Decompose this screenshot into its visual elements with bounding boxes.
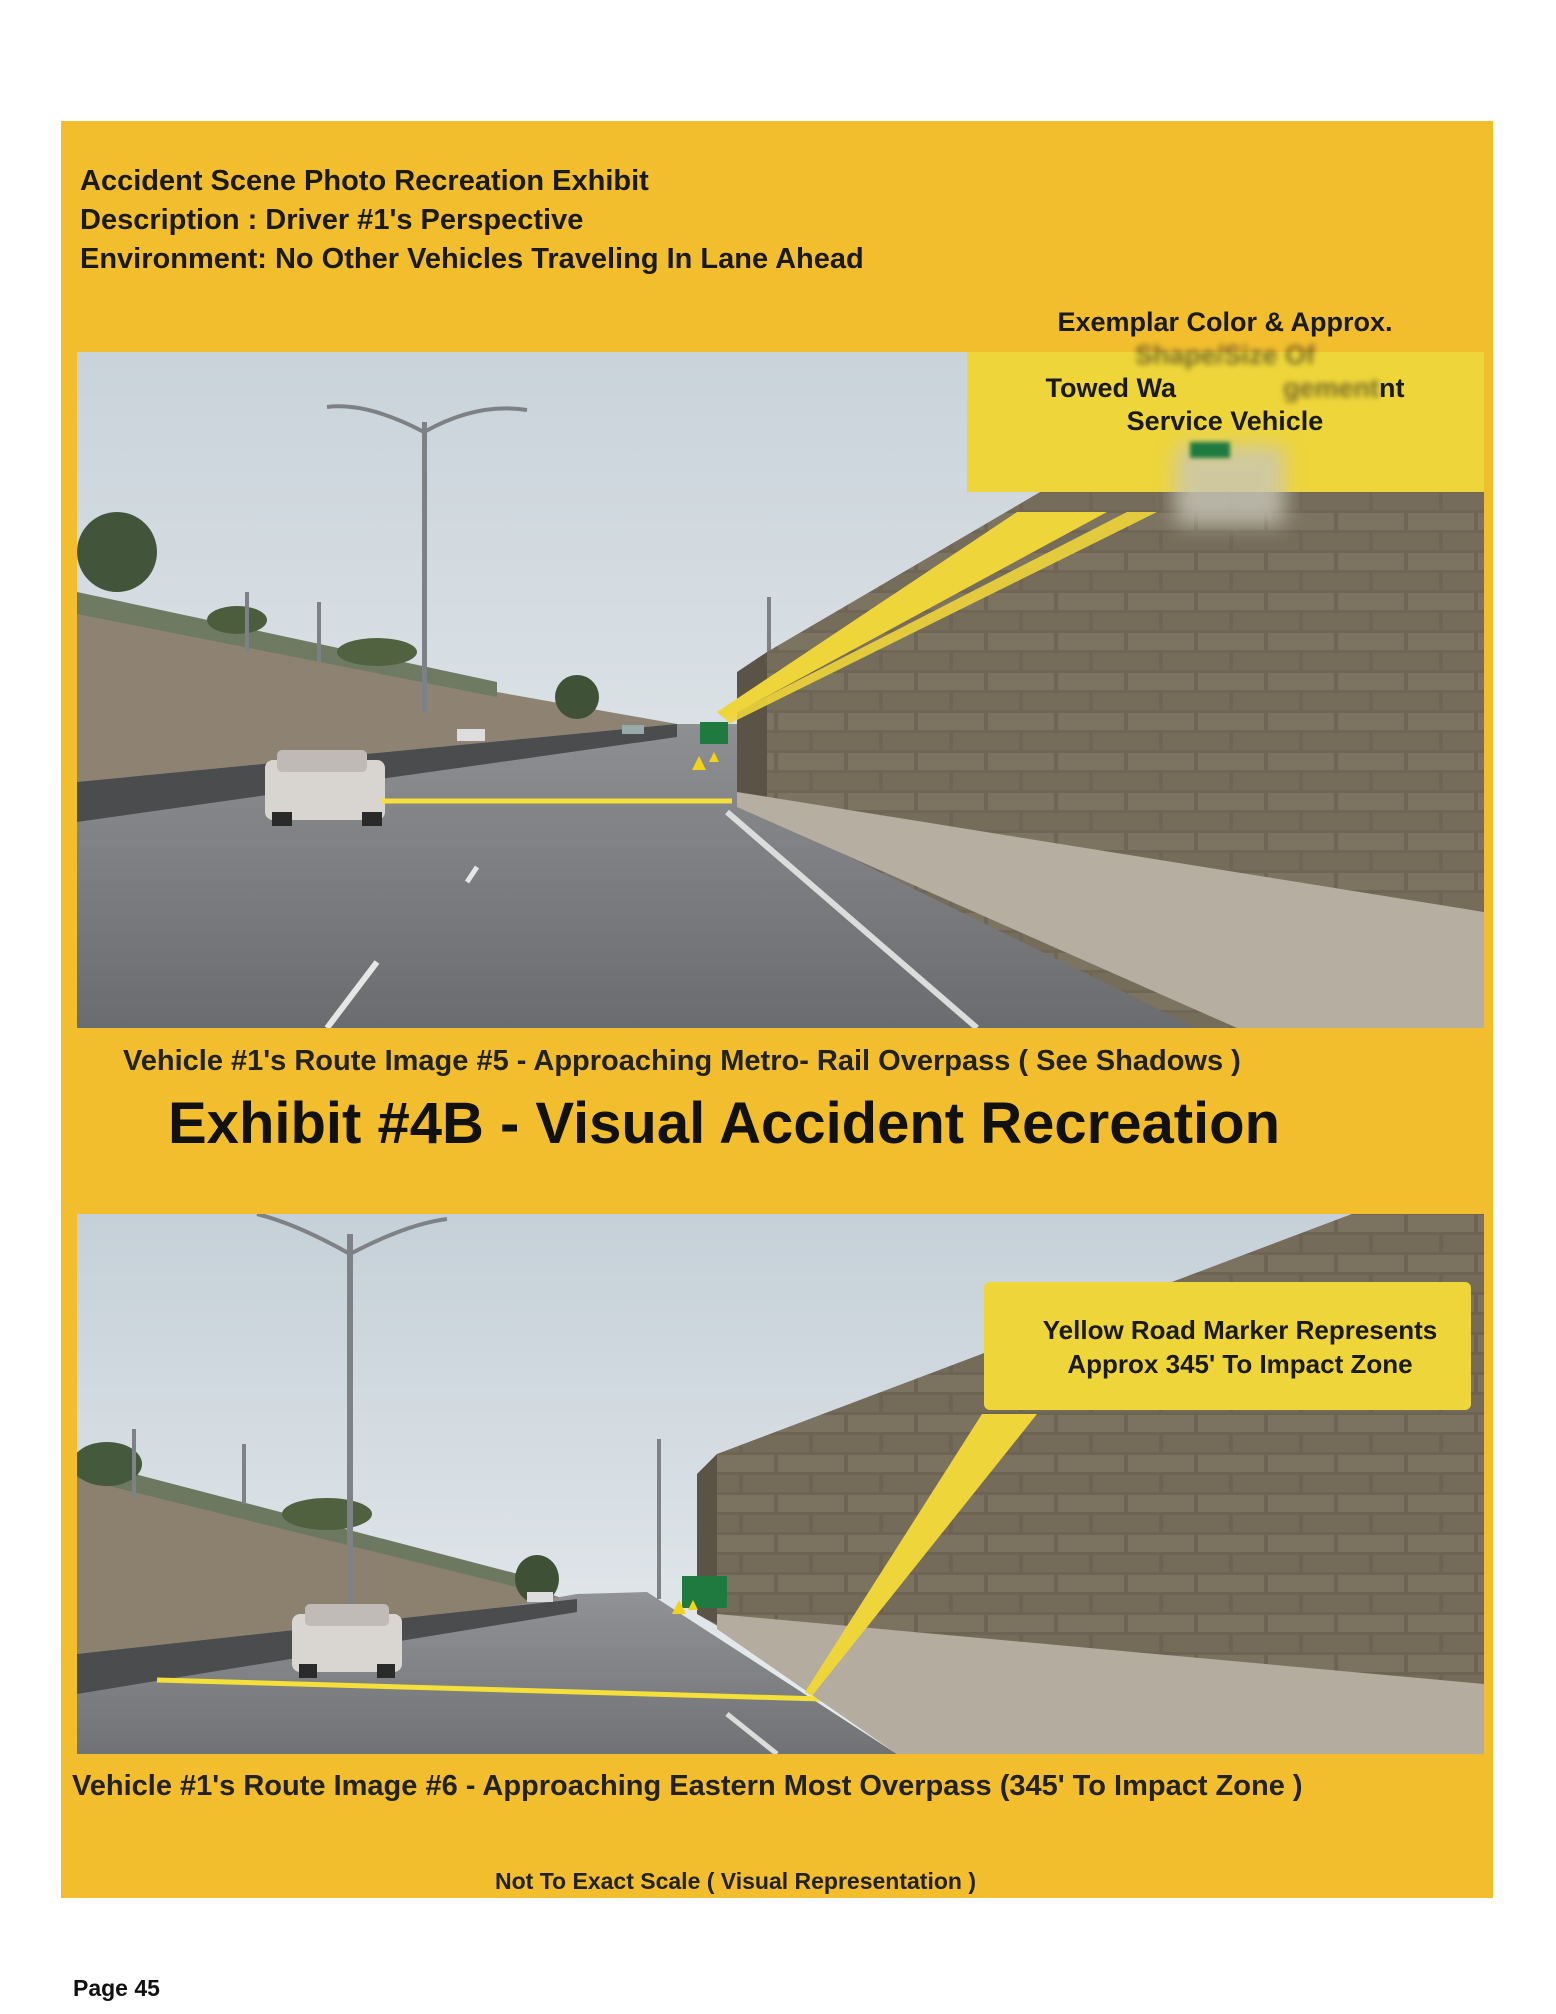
photo-6-caption: Vehicle #1's Route Image #6 - Approaching Eastern Most Overpass (345' To Impact Zone ) (72, 1770, 1303, 1802)
callout-line-4: Service Vehicle (1126, 406, 1324, 436)
exhibit-title: Exhibit #4B - Visual Accident Recreation (168, 1091, 1280, 1156)
callout-marker-line-2: Approx 345' To Impact Zone (1067, 1349, 1413, 1379)
callout-line-3 (1000, 372, 1450, 405)
callout-line-3-redacted: gement (1283, 373, 1380, 403)
scale-note: Not To Exact Scale ( Visual Representation ) (495, 1868, 977, 1894)
callout-road-marker (1010, 1313, 1470, 1381)
callout-line-3-end: nt (1379, 373, 1405, 403)
page-number: Page 45 (73, 1975, 160, 2001)
header-line-title: Accident Scene Photo Recreation Exhibit (80, 165, 649, 197)
callout-marker-line-1: Yellow Road Marker Represents (1042, 1315, 1438, 1345)
blurred-vehicle-green-marker (1190, 442, 1230, 458)
callout-line-1: Exemplar Color & Approx. (1057, 307, 1393, 337)
exhibit-header (80, 162, 864, 279)
route-photo-6 (77, 1214, 1484, 1754)
callout-vehicle-description (1000, 306, 1450, 438)
header-line-description: Description : Driver #1's Perspective (80, 204, 584, 236)
callout-line-3-start: Towed Wa (1045, 373, 1176, 403)
header-line-environment: Environment: No Other Vehicles Traveling In Lane Ahead (80, 243, 864, 275)
callout-line-2: Shape/Size Of (1134, 340, 1316, 370)
photo-5-caption: Vehicle #1's Route Image #5 - Approaching Metro- Rail Overpass ( See Shadows ) (123, 1045, 1241, 1077)
